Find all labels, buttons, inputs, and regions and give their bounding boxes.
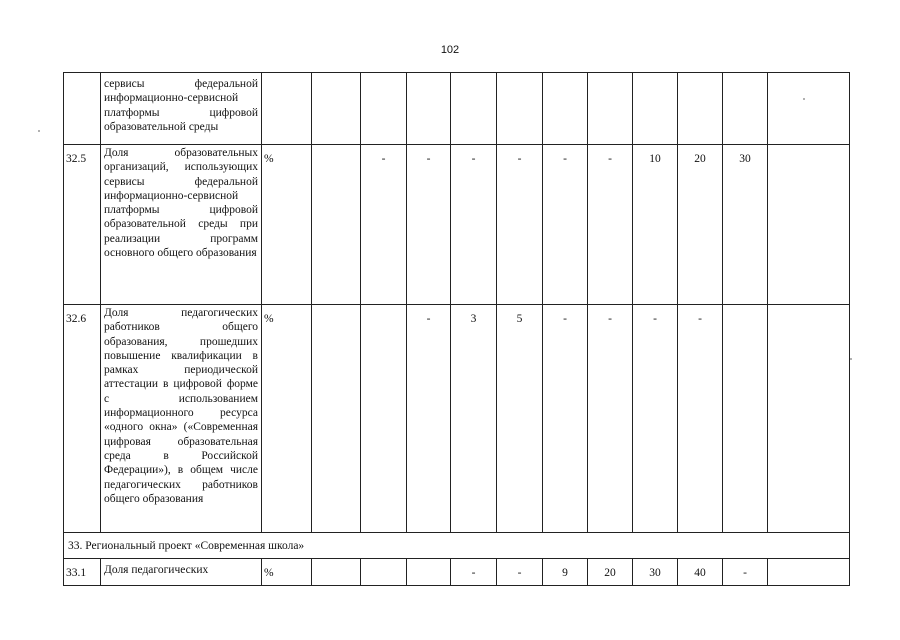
value-cell: - — [497, 145, 543, 305]
row-unit: % — [262, 145, 312, 305]
value-cell — [312, 305, 361, 533]
section-heading: 33. Региональный проект «Современная школа» — [64, 533, 850, 559]
value-cell: 20 — [588, 559, 633, 586]
value-cell: 3 — [451, 305, 497, 533]
value-cell: - — [361, 145, 407, 305]
row-description: Доля образовательных организаций, использующих сервисы федеральной информационно-сервисной платформы цифровой образовательной среды при реализации программ основного общего образования — [101, 145, 262, 305]
row-number: 32.5 — [64, 145, 101, 305]
value-cell: - — [451, 559, 497, 586]
row-description: Доля педагогических работников общего образования, прошедших повышение квалификации в рамках периодической аттестации в цифровой форме с использованием информационного ресурса «одного окна» («Современная цифровая образовательная среда в Российской Федерации»), в общем числе педагогических работников общего образования — [101, 305, 262, 533]
value-cell: - — [407, 305, 451, 533]
row-description: Доля педагогических — [101, 559, 262, 586]
row-number — [64, 73, 101, 145]
value-cell — [543, 73, 588, 145]
value-cell — [407, 73, 451, 145]
row-description: сервисы федеральной информационно-сервисной платформы цифровой образовательной среды — [101, 73, 262, 145]
table-row — [64, 559, 850, 586]
value-cell: 10 — [633, 145, 678, 305]
value-cell — [678, 73, 723, 145]
table-row — [64, 145, 850, 305]
value-cell: 9 — [543, 559, 588, 586]
value-cell: - — [723, 559, 768, 586]
scan-speck — [803, 98, 805, 100]
row-unit: % — [262, 305, 312, 533]
value-cell — [497, 73, 543, 145]
value-cell — [407, 559, 451, 586]
value-cell — [361, 305, 407, 533]
value-cell — [768, 73, 850, 145]
value-cell — [588, 73, 633, 145]
value-cell: 5 — [497, 305, 543, 533]
value-cell: 40 — [678, 559, 723, 586]
value-cell: - — [543, 145, 588, 305]
value-cell: - — [678, 305, 723, 533]
value-cell: 30 — [723, 145, 768, 305]
row-number: 32.6 — [64, 305, 101, 533]
row-number: 33.1 — [64, 559, 101, 586]
value-cell — [723, 305, 768, 533]
value-cell — [633, 73, 678, 145]
value-cell: - — [588, 305, 633, 533]
value-cell — [312, 145, 361, 305]
value-cell — [361, 559, 407, 586]
indicators-table — [63, 72, 850, 586]
value-cell: 30 — [633, 559, 678, 586]
value-cell: - — [407, 145, 451, 305]
value-cell: - — [588, 145, 633, 305]
value-cell — [312, 559, 361, 586]
page-number: 102 — [440, 44, 460, 56]
scan-speck — [38, 130, 40, 132]
section-row — [64, 533, 850, 559]
value-cell — [768, 559, 850, 586]
value-cell: - — [543, 305, 588, 533]
row-unit — [262, 73, 312, 145]
value-cell — [768, 305, 850, 533]
value-cell: - — [633, 305, 678, 533]
table-row — [64, 73, 850, 145]
row-unit: % — [262, 559, 312, 586]
table-row — [64, 305, 850, 533]
value-cell — [723, 73, 768, 145]
value-cell — [768, 145, 850, 305]
value-cell — [312, 73, 361, 145]
value-cell: 20 — [678, 145, 723, 305]
value-cell: - — [497, 559, 543, 586]
value-cell — [361, 73, 407, 145]
scan-speck — [850, 358, 852, 360]
value-cell — [451, 73, 497, 145]
value-cell: - — [451, 145, 497, 305]
